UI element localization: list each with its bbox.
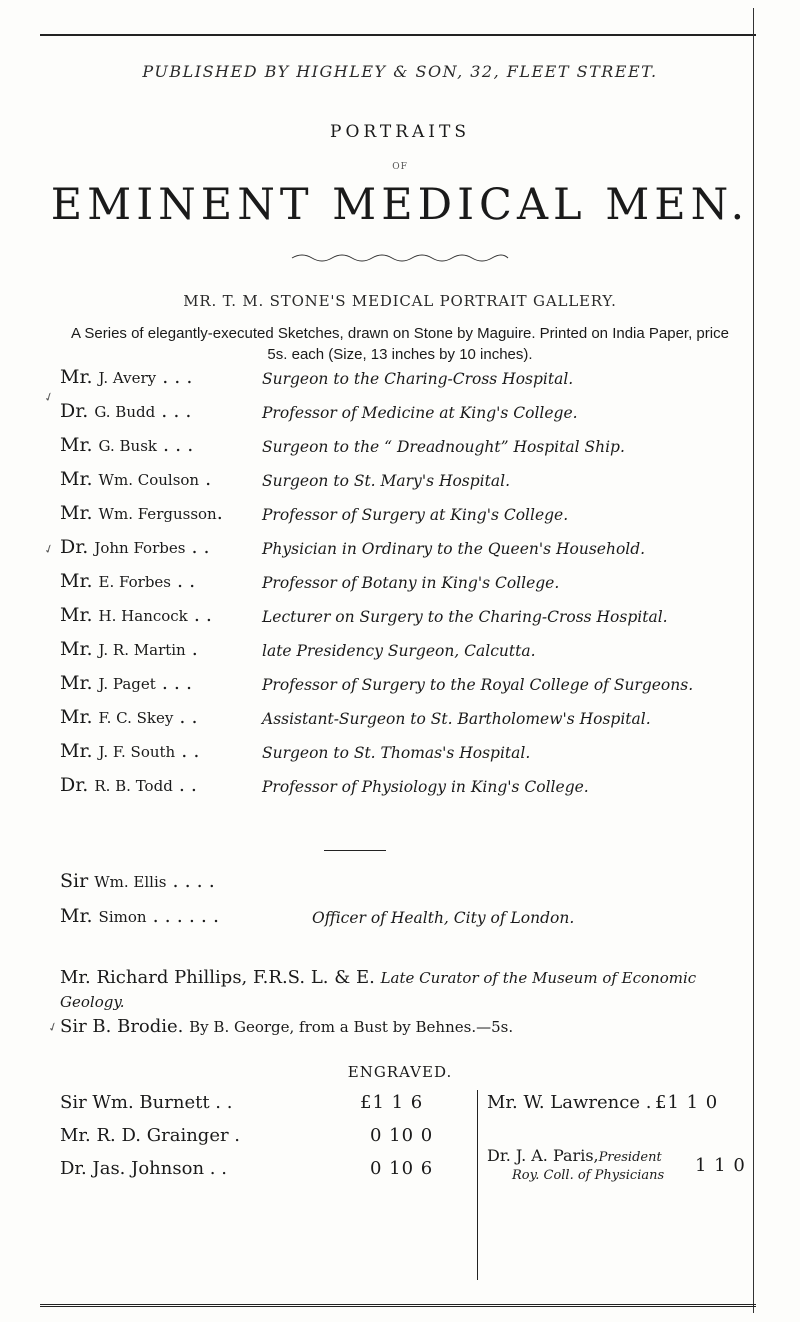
entry-post: Professor of Surgery to the Royal College of Surgeons.: [262, 676, 694, 694]
entry-post: Professor of Physiology in King's College.: [262, 778, 589, 796]
brodie-post: By B. George, from a Bust by Behnes.—5s.: [189, 1018, 514, 1036]
entry-name: Mr. H. Hancock . .: [60, 604, 212, 626]
entry-name: Mr. Wm. Fergusson.: [60, 502, 223, 524]
entry-post-simon: Officer of Health, City of London.: [312, 909, 575, 927]
top-rule: [40, 34, 756, 36]
brodie-entry: [60, 1016, 740, 1037]
engraved-heading: ENGRAVED.: [347, 1063, 453, 1081]
entry-post: Surgeon to the Charing-Cross Hospital.: [262, 370, 574, 388]
heading-portraits: PORTRAITS: [330, 122, 470, 142]
heading-of: OF: [392, 162, 408, 172]
pencil-tick-mark: ✓: [41, 388, 57, 406]
engraved-price: 1 1 0: [695, 1155, 746, 1176]
engraved-price: £1 1 0: [655, 1092, 719, 1113]
entry-name: Mr. J. Paget . . .: [60, 672, 193, 694]
entry-name-ellis: Sir Wm. Ellis . . . .: [60, 870, 215, 892]
ornamental-wavy-rule: [290, 250, 510, 266]
entry-post: Surgeon to the “ Dreadnought” Hospital Ship.: [262, 438, 625, 456]
entry-name: Mr. J. Avery . . .: [60, 366, 193, 388]
publisher-line: PUBLISHED BY HIGHLEY & SON, 32, FLEET STREET.: [142, 62, 658, 81]
entry-name: Mr. Wm. Coulson .: [60, 468, 212, 490]
entry-name: Dr. John Forbes . .: [60, 536, 210, 558]
phillips-post: Late Curator of the Museum of Economic Geology.: [60, 969, 697, 1011]
entry-post: Professor of Medicine at King's College.: [262, 404, 578, 422]
engraved-price: £1 1 6: [360, 1092, 424, 1113]
page-edge-rule: [753, 8, 754, 1313]
column-divider: [477, 1090, 478, 1280]
entry-post: Physician in Ordinary to the Queen's Household.: [262, 540, 646, 558]
entry-post: Lecturer on Surgery to the Charing-Cross Hospital.: [262, 608, 668, 626]
brodie-name: Sir B. Brodie.: [60, 1016, 184, 1037]
entry-post: Assistant-Surgeon to St. Bartholomew's Hospital.: [262, 710, 651, 728]
engraved-name: Mr. W. Lawrence . .: [487, 1092, 663, 1113]
entry-name: Mr. G. Busk . . .: [60, 434, 194, 456]
entry-name: Dr. R. B. Todd . .: [60, 774, 197, 796]
gallery-description: A Series of elegantly-executed Sketches, drawn on Stone by Maguire. Printed on India Paper, price 5s. each (Size, 13 inches by 10 inches).: [71, 325, 729, 363]
entry-post: Professor of Surgery at King's College.: [262, 506, 569, 524]
entry-post: late Presidency Surgeon, Calcutta.: [262, 642, 536, 660]
entry-name: Mr. E. Forbes . .: [60, 570, 196, 592]
entry-name-simon: Mr. Simon . . . . . .: [60, 905, 220, 927]
entry-post: Surgeon to St. Mary's Hospital.: [262, 472, 510, 490]
engraved-price: 0 10 0: [370, 1125, 434, 1146]
short-rule: [324, 850, 386, 851]
phillips-name: Mr. Richard Phillips, F.R.S. L. & E.: [60, 967, 375, 988]
engraved-role-paris: Roy. Coll. of Physicians: [512, 1168, 665, 1183]
pencil-tick-mark: ✓: [45, 1018, 61, 1036]
entry-post: Professor of Botany in King's College.: [262, 574, 560, 592]
engraved-name-paris: Dr. J. A. Paris,President: [487, 1146, 662, 1165]
pencil-tick-mark: ✓: [41, 540, 57, 558]
entry-post: Surgeon to St. Thomas's Hospital.: [262, 744, 531, 762]
phillips-entry: [60, 966, 740, 1014]
engraved-name: Sir Wm. Burnett . .: [60, 1092, 233, 1113]
gallery-title: MR. T. M. STONE'S MEDICAL PORTRAIT GALLERY.: [183, 292, 617, 310]
entry-name: Mr. J. R. Martin .: [60, 638, 198, 660]
engraved-price: 0 10 6: [370, 1158, 434, 1179]
page-title: EMINENT MEDICAL MEN.: [50, 180, 750, 230]
entry-name: Mr. J. F. South . .: [60, 740, 200, 762]
engraved-name: Mr. R. D. Grainger .: [60, 1125, 241, 1146]
bottom-rule: [40, 1304, 756, 1307]
entry-name: Dr. G. Budd . . .: [60, 400, 192, 422]
engraved-name: Dr. Jas. Johnson . .: [60, 1158, 227, 1179]
entry-name: Mr. F. C. Skey . .: [60, 706, 198, 728]
